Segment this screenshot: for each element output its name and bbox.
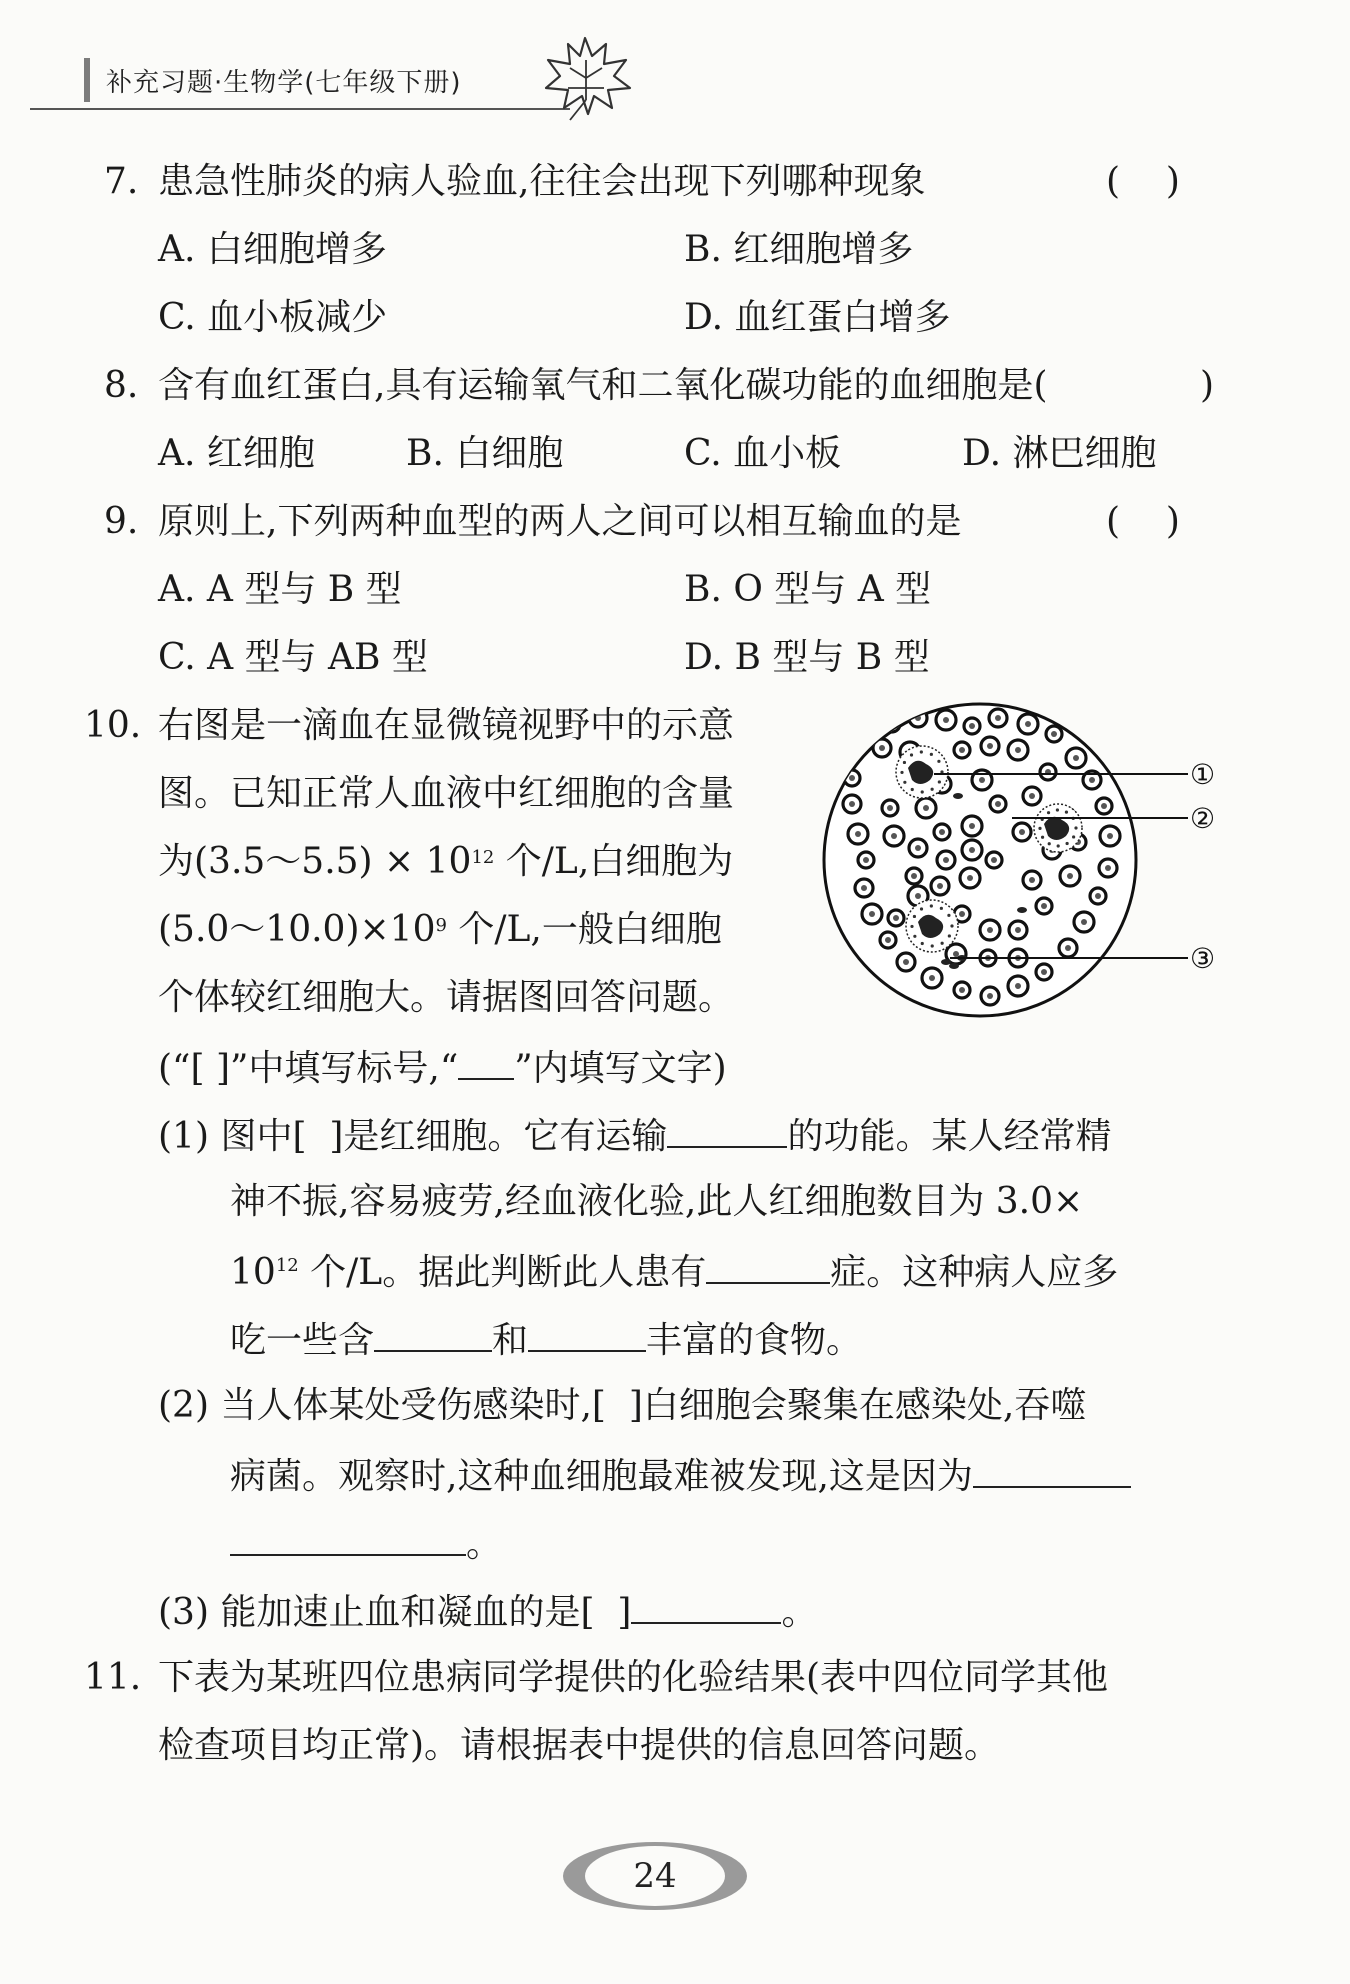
red-blood-cell-center: [967, 875, 973, 881]
red-blood-cell-center: [1015, 983, 1021, 989]
q10-intro-line2: 图。已知正常人血液中红细胞的含量: [158, 773, 735, 814]
blank-nutrient-2: [528, 1316, 646, 1352]
red-blood-cell-center: [1019, 829, 1025, 835]
label-2: ②: [1190, 802, 1216, 835]
red-blood-cell-center: [911, 873, 917, 879]
red-blood-cell-center: [959, 747, 965, 753]
red-blood-cell-center: [891, 833, 897, 839]
red-blood-cell-center: [1107, 833, 1113, 839]
red-blood-cell-center: [1029, 877, 1035, 883]
red-blood-cell-center: [915, 845, 921, 851]
red-blood-cell-center: [1095, 893, 1101, 899]
q7-option-a: A. 白细胞增多: [158, 229, 387, 270]
blood-smear-figure: [822, 700, 1242, 1020]
q8-stem: 含有血红蛋白,具有运输氧气和二氧化碳功能的血细胞是(: [158, 365, 1048, 406]
red-blood-cell-center: [939, 829, 945, 835]
red-blood-cell-center: [991, 857, 997, 863]
q8-answer-paren-close: ): [1200, 365, 1215, 406]
red-blood-cell-center: [979, 777, 985, 783]
red-blood-cell-center: [969, 823, 975, 829]
red-blood-cell-center: [943, 717, 949, 723]
red-blood-cell-center: [969, 847, 975, 853]
red-blood-cell-center: [861, 885, 867, 891]
q11-number: 11.: [84, 1657, 142, 1698]
header-rule: [30, 108, 570, 110]
red-blood-cell-center: [1041, 903, 1047, 909]
q10-intro-line5: 个体较红细胞大。请据图回答问题。: [158, 977, 735, 1018]
q10-sub1-line3: $10^{12}$ 个/L。据此判断此人患有 症。这种病人应多: [230, 1248, 1118, 1295]
bracket-blank: [595, 1591, 618, 1635]
red-blood-cell-center: [903, 959, 909, 965]
q10-sub2-line1: (2) 当人体某处受伤感染时,[ ]白细胞会聚集在感染处,吞噬: [158, 1385, 1087, 1426]
maple-leaf-icon: [530, 30, 640, 122]
red-blood-cell-center: [959, 987, 965, 993]
blank-nutrient-1: [374, 1316, 492, 1352]
red-blood-cell-center: [937, 883, 943, 889]
q7-option-b: B. 红细胞增多: [684, 229, 914, 270]
white-blood-cell: [906, 900, 958, 952]
q8-option-b: B. 白细胞: [406, 433, 564, 474]
red-blood-cell-center: [889, 721, 895, 727]
blank-reason-b: [230, 1520, 466, 1556]
red-blood-cell-center: [869, 911, 875, 917]
blank-reason-a: [973, 1452, 1131, 1488]
platelet: [953, 793, 963, 799]
q9-option-b: B. O 型与 A 型: [684, 569, 932, 610]
q10-sub2-line2: 病菌。观察时,这种血细胞最难被发现,这是因为: [230, 1452, 1131, 1499]
header-title: 补充习题·生物学(七年级下册): [106, 68, 462, 98]
red-blood-cell-center: [887, 805, 893, 811]
q10-number: 10.: [84, 705, 142, 746]
label-3: ③: [1190, 942, 1216, 975]
red-blood-cell-center: [959, 911, 965, 917]
red-blood-cell-center: [1105, 865, 1111, 871]
red-blood-cell-center: [1015, 747, 1021, 753]
q7-option-d: D. 血红蛋白增多: [684, 297, 951, 338]
q10-intro-line1: 右图是一滴血在显微镜视野中的示意: [158, 705, 735, 746]
platelet: [941, 959, 951, 965]
platelet: [949, 963, 959, 969]
q7-answer-paren: ( ): [1106, 161, 1180, 202]
red-blood-cell-center: [929, 975, 935, 981]
red-blood-cell-center: [923, 805, 929, 811]
q7-stem: 患急性肺炎的病人验血,往往会出现下列哪种现象: [158, 161, 926, 202]
red-blood-cell-center: [879, 745, 885, 751]
red-blood-cell-center: [995, 715, 1001, 721]
red-blood-cell-center: [995, 801, 1001, 807]
q10-sub1-line4: 吃一些含 和 丰富的食物。: [230, 1316, 862, 1363]
red-blood-cell-center: [1041, 969, 1047, 975]
red-blood-cell-center: [987, 743, 993, 749]
red-blood-cell-center: [915, 893, 921, 899]
q10-intro-line3: 为(3.5～5.5) × $10^{12}$ 个/L,白细胞为: [158, 841, 734, 882]
red-blood-cell-center: [849, 775, 855, 781]
q8-number: 8.: [104, 365, 139, 406]
q9-number: 9.: [104, 501, 139, 542]
red-blood-cell-center: [855, 831, 861, 837]
q11-line2: 检查项目均正常)。请根据表中提供的信息回答问题。: [158, 1725, 1001, 1766]
page-number-badge: [560, 1838, 750, 1914]
q10-sub2-line3: 。: [230, 1520, 502, 1567]
blank-platelet: [631, 1588, 781, 1624]
q7-option-c: C. 血小板减少: [158, 297, 388, 338]
q11-line1: 下表为某班四位患病同学提供的化验结果(表中四位同学其他: [158, 1657, 1109, 1698]
q8-option-a: A. 红细胞: [158, 433, 315, 474]
red-blood-cell-center: [1025, 721, 1031, 727]
red-blood-cell-center: [1065, 945, 1071, 951]
bracket-blank: [606, 1384, 629, 1428]
q9-option-d: D. B 型与 B 型: [684, 637, 930, 678]
white-blood-cell: [1034, 804, 1082, 852]
red-blood-cell-center: [1029, 793, 1035, 799]
red-blood-cell-center: [943, 857, 949, 863]
label-1: ①: [1190, 758, 1216, 791]
red-blood-cell-center: [987, 993, 993, 999]
red-blood-cell-center: [1067, 873, 1073, 879]
red-blood-cell-center: [1081, 919, 1087, 925]
q8-option-d: D. 淋巴细胞: [962, 433, 1157, 474]
q10-sub1-line1: (1) 图中[ ]是红细胞。它有运输 的功能。某人经常精: [158, 1112, 1111, 1159]
red-blood-cell-center: [893, 915, 899, 921]
red-blood-cell-center: [987, 927, 993, 933]
blank-disease: [706, 1248, 830, 1284]
q8-option-c: C. 血小板: [684, 433, 842, 474]
page-number: 24: [633, 1856, 677, 1896]
red-blood-cell-center: [885, 937, 891, 943]
q10-sub1-line2: 神不振,容易疲劳,经血液化验,此人红细胞数目为 3.0×: [230, 1181, 1084, 1222]
red-blood-cell-center: [969, 723, 975, 729]
red-blood-cell-center: [953, 951, 959, 957]
platelet: [1017, 907, 1027, 913]
bracket-blank: [307, 1115, 330, 1159]
white-blood-cell: [896, 746, 948, 798]
q9-answer-paren: ( ): [1106, 501, 1180, 542]
q9-stem: 原则上,下列两种血型的两人之间可以相互输血的是: [158, 501, 962, 542]
q10-intro-line4: $(5.0\sim 10.0)\times 10^9$ 个/L,一般白细胞: [158, 909, 722, 950]
blank-function: [667, 1112, 787, 1148]
red-blood-cell-center: [1051, 731, 1057, 737]
red-blood-cell-center: [1089, 777, 1095, 783]
red-blood-cell-center: [863, 857, 869, 863]
q7-number: 7.: [104, 161, 139, 202]
header-bar: [84, 58, 90, 102]
q9-option-a: A. A 型与 B 型: [158, 569, 402, 610]
q9-option-c: C. A 型与 AB 型: [158, 637, 428, 678]
page-header: [30, 52, 610, 110]
q10-sub3-line1: (3) 能加速止血和凝血的是[ ] 。: [158, 1588, 817, 1635]
red-blood-cell-center: [1015, 927, 1021, 933]
q10-fill-note: (“[ ]”中填写标号,“ ”内填写文字): [158, 1044, 727, 1091]
red-blood-cell-center: [849, 801, 855, 807]
red-blood-cell-center: [1101, 803, 1107, 809]
note-blank: [458, 1044, 514, 1080]
red-blood-cell-center: [1073, 755, 1079, 761]
